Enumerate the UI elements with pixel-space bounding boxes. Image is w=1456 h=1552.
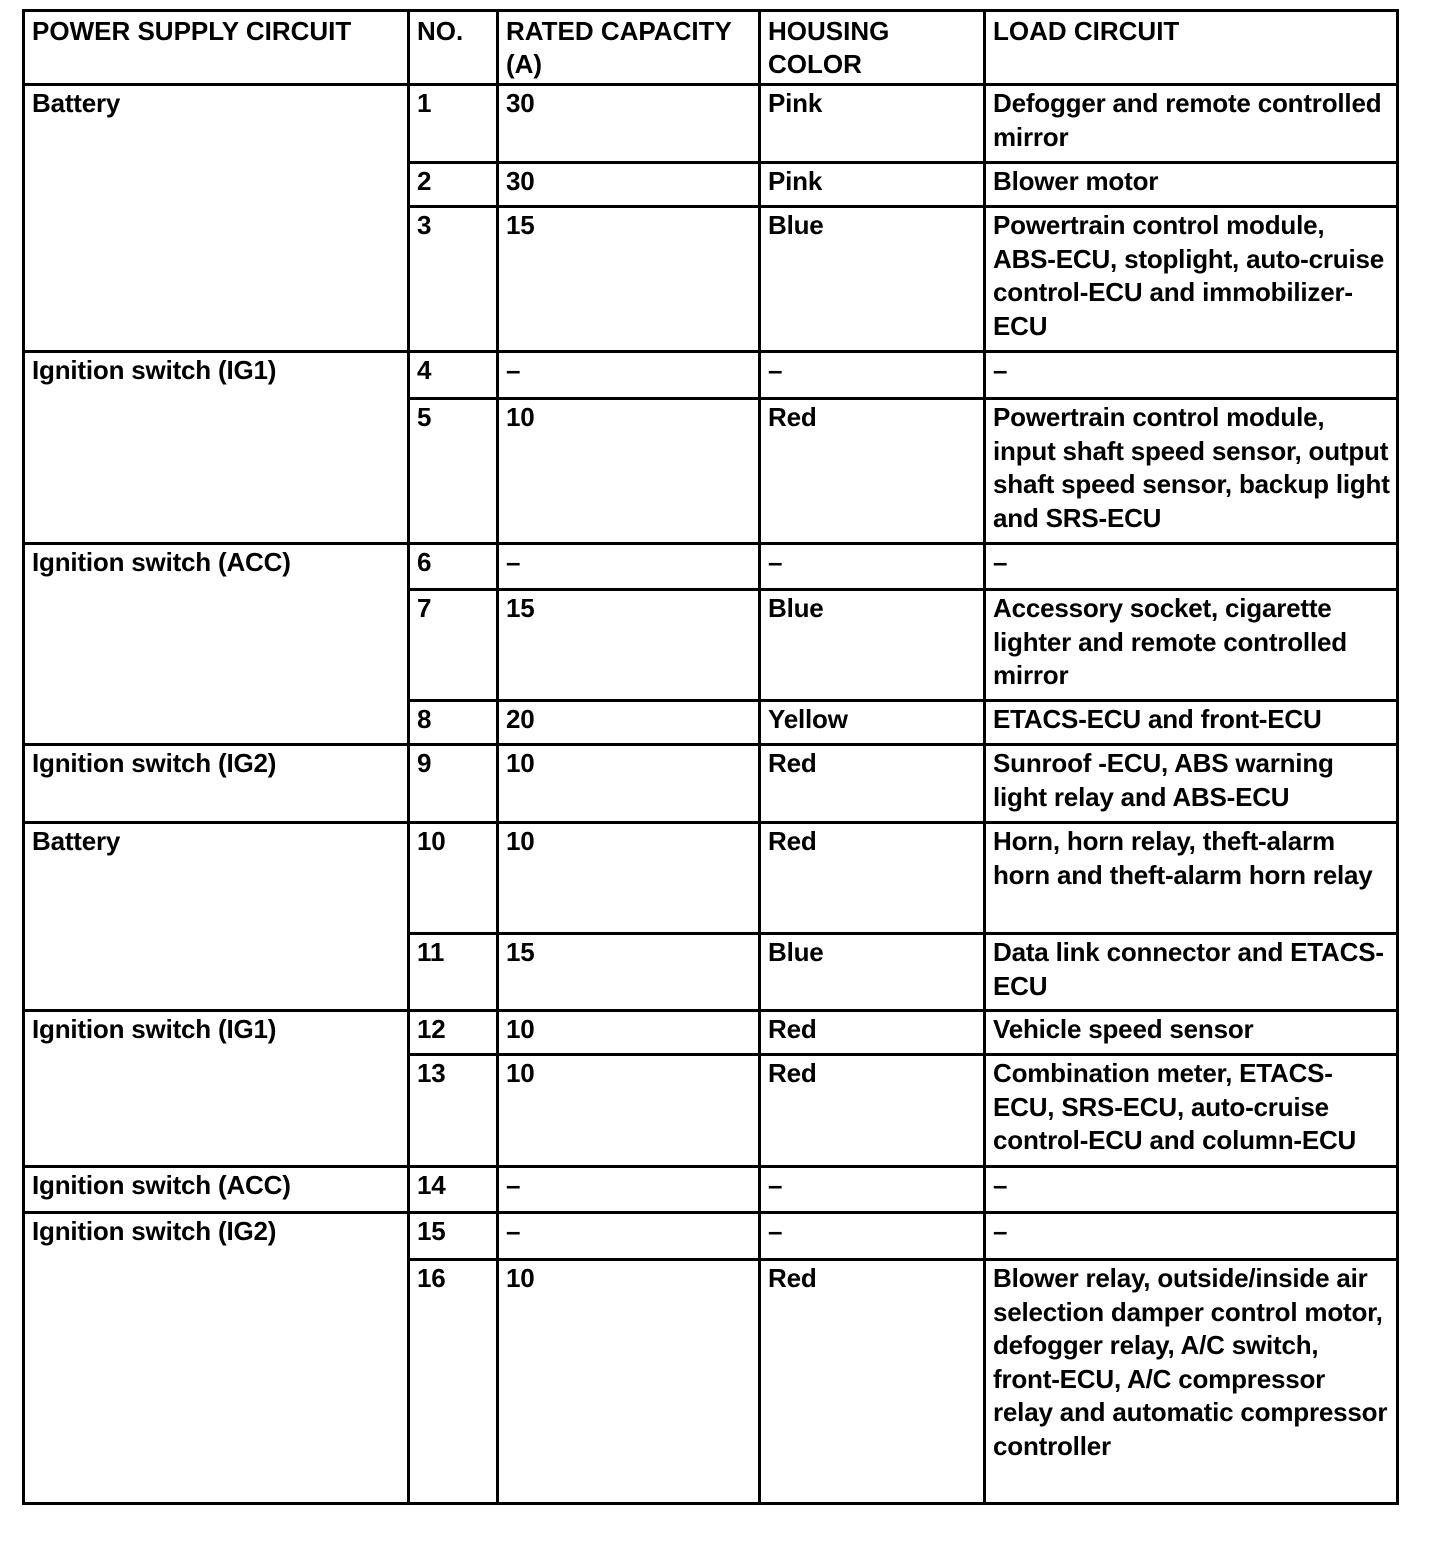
- housing-color-cell: Red: [760, 1055, 985, 1167]
- fuse-number-cell: 7: [409, 590, 498, 701]
- load-circuit-cell: Horn, horn relay, theft-alarm horn and theft-alarm horn relay: [985, 823, 1398, 934]
- fuse-number-cell: 5: [409, 399, 498, 544]
- load-circuit-cell: Vehicle speed sensor: [985, 1011, 1398, 1055]
- rated-capacity-cell: 10: [498, 745, 760, 823]
- fuse-number-cell: 2: [409, 163, 498, 207]
- housing-color-cell: Red: [760, 1011, 985, 1055]
- table-row: [24, 1213, 1398, 1260]
- power-supply-cell: Ignition switch (IG1): [24, 1011, 409, 1167]
- fuse-table: [22, 9, 1399, 1505]
- power-supply-cell: Ignition switch (ACC): [24, 544, 409, 745]
- table-row: [24, 544, 1398, 590]
- fuse-number-cell: 12: [409, 1011, 498, 1055]
- power-supply-cell: Ignition switch (IG1): [24, 352, 409, 544]
- housing-color-cell: Red: [760, 1260, 985, 1504]
- rated-capacity-cell: 10: [498, 1260, 760, 1504]
- load-circuit-cell: –: [985, 544, 1398, 590]
- header-no: NO.: [409, 11, 498, 85]
- rated-capacity-cell: –: [498, 1213, 760, 1260]
- power-supply-cell: Battery: [24, 823, 409, 1011]
- rated-capacity-cell: 30: [498, 163, 760, 207]
- fuse-number-cell: 6: [409, 544, 498, 590]
- fuse-number-cell: 16: [409, 1260, 498, 1504]
- table-row: [24, 1011, 1398, 1055]
- housing-color-cell: Red: [760, 745, 985, 823]
- housing-color-cell: –: [760, 544, 985, 590]
- rated-capacity-cell: 20: [498, 701, 760, 745]
- fuse-number-cell: 11: [409, 934, 498, 1011]
- load-circuit-cell: –: [985, 1167, 1398, 1213]
- rated-capacity-cell: 10: [498, 823, 760, 934]
- header-load-circuit: LOAD CIRCUIT: [985, 11, 1398, 85]
- fuse-number-cell: 10: [409, 823, 498, 934]
- rated-capacity-cell: 10: [498, 1055, 760, 1167]
- rated-capacity-cell: 15: [498, 207, 760, 352]
- load-circuit-cell: Powertrain control module, ABS-ECU, stoplight, auto-cruise control-ECU and immobilizer-ECU: [985, 207, 1398, 352]
- housing-color-cell: Pink: [760, 163, 985, 207]
- load-circuit-cell: Data link connector and ETACS-ECU: [985, 934, 1398, 1011]
- load-circuit-cell: ETACS-ECU and front-ECU: [985, 701, 1398, 745]
- power-supply-cell: Ignition switch (ACC): [24, 1167, 409, 1213]
- load-circuit-cell: Combination meter, ETACS-ECU, SRS-ECU, auto-cruise control-ECU and column-ECU: [985, 1055, 1398, 1167]
- power-supply-cell: Ignition switch (IG2): [24, 745, 409, 823]
- rated-capacity-cell: –: [498, 544, 760, 590]
- rated-capacity-cell: 15: [498, 590, 760, 701]
- housing-color-cell: Blue: [760, 590, 985, 701]
- rated-capacity-cell: –: [498, 352, 760, 399]
- load-circuit-cell: Sunroof -ECU, ABS warning light relay and ABS-ECU: [985, 745, 1398, 823]
- housing-color-cell: –: [760, 352, 985, 399]
- load-circuit-cell: –: [985, 1213, 1398, 1260]
- load-circuit-cell: Accessory socket, cigarette lighter and remote controlled mirror: [985, 590, 1398, 701]
- header-power-supply-circuit: POWER SUPPLY CIRCUIT: [24, 11, 409, 85]
- load-circuit-cell: –: [985, 352, 1398, 399]
- housing-color-cell: –: [760, 1167, 985, 1213]
- rated-capacity-cell: 10: [498, 399, 760, 544]
- housing-color-cell: Blue: [760, 934, 985, 1011]
- housing-color-cell: Yellow: [760, 701, 985, 745]
- header-housing-color: HOUSING COLOR: [760, 11, 985, 85]
- fuse-number-cell: 1: [409, 85, 498, 163]
- fuse-number-cell: 15: [409, 1213, 498, 1260]
- fuse-number-cell: 14: [409, 1167, 498, 1213]
- fuse-number-cell: 13: [409, 1055, 498, 1167]
- load-circuit-cell: Blower motor: [985, 163, 1398, 207]
- header-row: [24, 11, 1398, 85]
- fuse-number-cell: 9: [409, 745, 498, 823]
- housing-color-cell: Red: [760, 823, 985, 934]
- rated-capacity-cell: 10: [498, 1011, 760, 1055]
- rated-capacity-cell: –: [498, 1167, 760, 1213]
- housing-color-cell: Blue: [760, 207, 985, 352]
- table-row: [24, 1167, 1398, 1213]
- housing-color-cell: Red: [760, 399, 985, 544]
- housing-color-cell: Pink: [760, 85, 985, 163]
- header-rated-capacity: RATED CAPACITY (A): [498, 11, 760, 85]
- rated-capacity-cell: 15: [498, 934, 760, 1011]
- table-row: [24, 823, 1398, 934]
- table-row: [24, 85, 1398, 163]
- table-row: [24, 352, 1398, 399]
- fuse-number-cell: 3: [409, 207, 498, 352]
- fuse-number-cell: 4: [409, 352, 498, 399]
- rated-capacity-cell: 30: [498, 85, 760, 163]
- power-supply-cell: Battery: [24, 85, 409, 352]
- load-circuit-cell: Powertrain control module, input shaft speed sensor, output shaft speed sensor, backup light and SRS-ECU: [985, 399, 1398, 544]
- fuse-number-cell: 8: [409, 701, 498, 745]
- housing-color-cell: –: [760, 1213, 985, 1260]
- power-supply-cell: Ignition switch (IG2): [24, 1213, 409, 1504]
- load-circuit-cell: Defogger and remote controlled mirror: [985, 85, 1398, 163]
- table-row: [24, 745, 1398, 823]
- load-circuit-cell: Blower relay, outside/inside air selection damper control motor, defogger relay, A/C switch, front-ECU, A/C compressor relay and automatic compressor controller: [985, 1260, 1398, 1504]
